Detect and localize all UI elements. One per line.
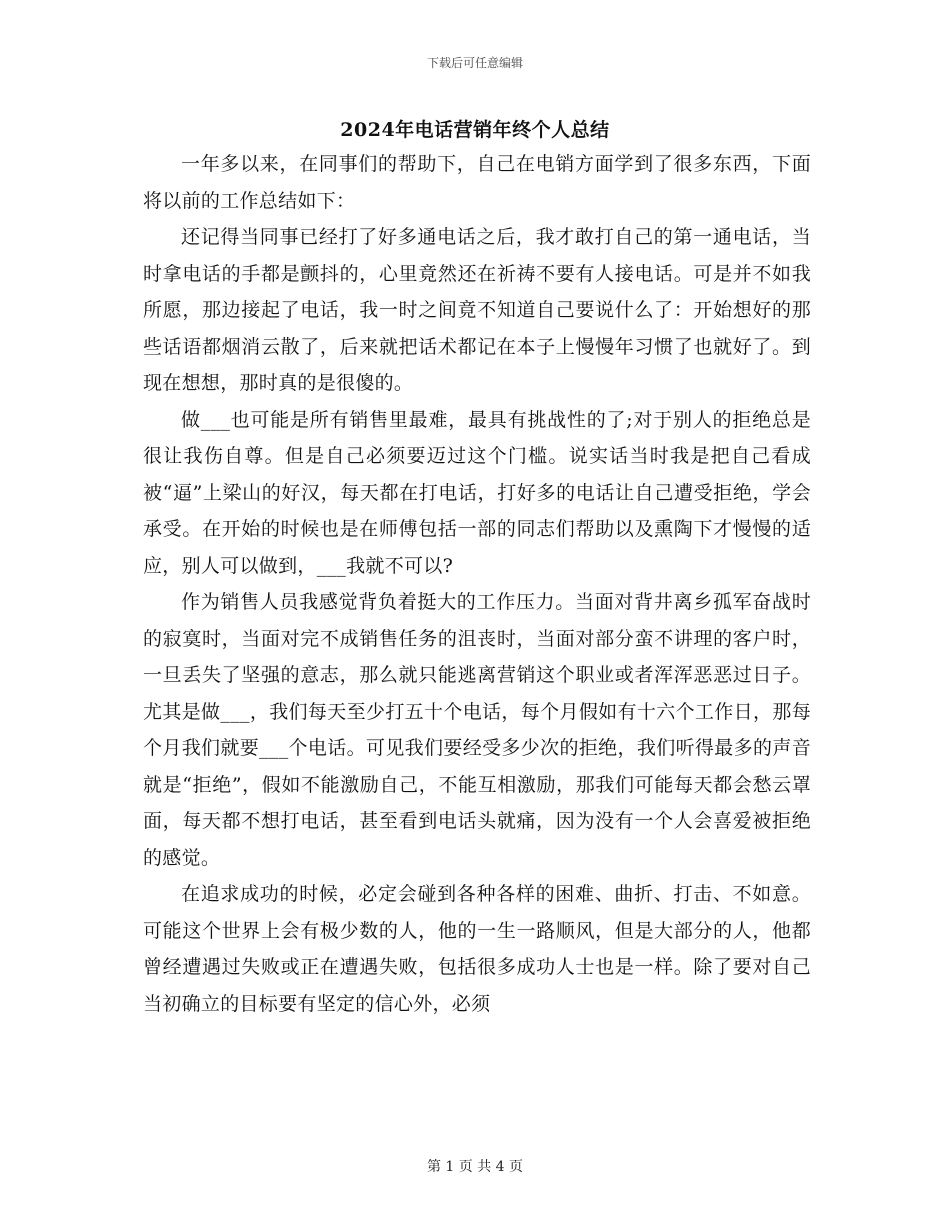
document-title: 2024年电话营销年终个人总结 [340,119,610,141]
paragraph-1: 一年多以来，在同事们的帮助下，自己在电销方面学到了很多东西，下面将以前的工作总结如下： [143,153,811,212]
page-header-note: 下载后可任意编辑 [426,56,523,70]
document-body [143,146,811,1022]
paragraph-5: 在追求成功的时候，必定会碰到各种各样的困难、曲折、打击、不如意。可能这个世界上会有极少数的人，他的一生一路顺风，但是大部分的人，他都曾经遭遇过失败或正在遭遇失败，包括很多成功人士也是一样。除了要对自己当初确立的目标要有坚定的信心外，必须 [143,883,811,1015]
paragraph-3: 做___也可能是所有销售里最难，最具有挑战性的了;对于别人的拒绝总是很让我伤自尊。但是自己必须要迈过这个门槛。说实话当时我是把自己看成被“逼”上梁山的好汉，每天都在打电话，打好多的电话让自己遭受拒绝，学会承受。在开始的时候也是在师傅包括一部的同志们帮助以及熏陶下才慢慢的适应，别人可以做到，___我就不可以? [143,408,811,577]
paragraph-4: 作为销售人员我感觉背负着挺大的工作压力。当面对背井离乡孤军奋战时的寂寞时，当面对完不成销售任务的沮丧时，当面对部分蛮不讲理的客户时，一旦丢失了坚强的意志，那么就只能逃离营销这个职业或者浑浑恶恶过日子。尤其是做___，我们每天至少打五十个电话，每个月假如有十六个工作日，那每个月我们就要___个电话。可见我们要经受多少次的拒绝，我们听得最多的声音就是“拒绝”，假如不能激励自己，不能互相激励，那我们可能每天都会愁云罩面，每天都不想打电话，甚至看到电话头就痛，因为没有一个人会喜爱被拒绝的感觉。 [143,591,811,869]
paragraph-2: 还记得当同事已经打了好多通电话之后，我才敢打自己的第一通电话，当时拿电话的手都是颤抖的，心里竟然还在祈祷不要有人接电话。可是并不如我所愿，那边接起了电话，我一时之间竟不知道自己要说什么了：开始想好的那些话语都烟消云散了，后来就把话术都记在本子上慢慢年习惯了也就好了。到现在想想，那时真的是很傻的。 [143,226,811,394]
page-number: 第 1 页 共 4 页 [426,1159,524,1175]
